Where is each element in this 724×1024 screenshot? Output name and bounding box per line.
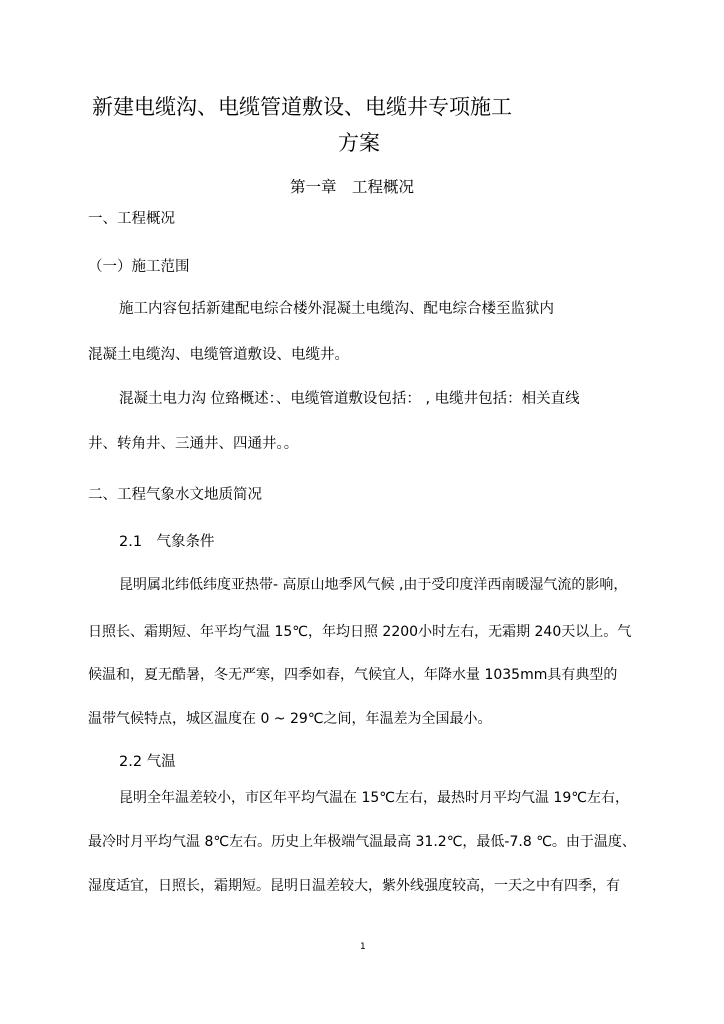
paragraph-3-line-2: 日照长、霜期短、年平均气温 15℃，年均日照 2200小时左右，无霜期 240天以上。气 — [88, 624, 632, 640]
paragraph-2-line-1: 混凝土电力沟 位臵概述：、电缆管道敷设包括： , 电缆井包括：相关直线 — [119, 391, 580, 407]
paragraph-1-line-1: 施工内容包括新建配电综合楼外混凝土电缆沟、配电综合楼至监狱内 — [119, 301, 554, 317]
paragraph-3-line-3: 候温和，夏无酷暑，冬无严寒，四季如春，气候宜人，年降水量 1035mm具有典型的 — [88, 667, 618, 683]
section-1-heading: 一、工程概况 — [88, 211, 175, 227]
section-2-heading: 二、工程气象水文地质简况 — [88, 487, 262, 503]
paragraph-4-line-1: 昆明全年温差较小，市区年平均气温在 15℃左右，最热时月平均气温 19℃左右， — [119, 790, 629, 806]
paragraph-2-line-2: 井、转角井、三通井、四通井。。 — [88, 436, 299, 452]
subsection-1-heading: （一）施工范围 — [88, 259, 190, 275]
paragraph-4-line-2: 最冷时月平均气温 8℃左右。历史上年极端气温最高 31.2℃，最低-7.8 ℃。由于温度、 — [88, 834, 636, 850]
paragraph-3-line-1: 昆明属北纬低纬度亚热带- 高原山地季风气候 ,由于受印度洋西南暖湿气流的影响， — [119, 577, 628, 593]
paragraph-1-line-2: 混凝土电缆沟、电缆管道敷设、电缆井。 — [88, 347, 349, 363]
chapter-heading: 第一章 工程概况 — [290, 178, 415, 196]
document-title-line-2: 方案 — [338, 131, 380, 155]
subsection-2-1-heading: 2.1 气象条件 — [119, 534, 215, 550]
paragraph-3-line-4: 温带气候特点，城区温度在 0 ~ 29℃之间，年温差为全国最小。 — [88, 711, 492, 727]
page-number: 1 — [360, 942, 366, 952]
document-title-line-1: 新建电缆沟、电缆管道敷设、电缆井专项施工 — [92, 95, 512, 119]
subsection-2-2-heading: 2.2 气温 — [119, 754, 176, 770]
paragraph-4-line-3: 湿度适宜，日照长，霜期短。昆明日温差较大，紫外线强度较高，一天之中有四季，有 — [88, 878, 620, 894]
